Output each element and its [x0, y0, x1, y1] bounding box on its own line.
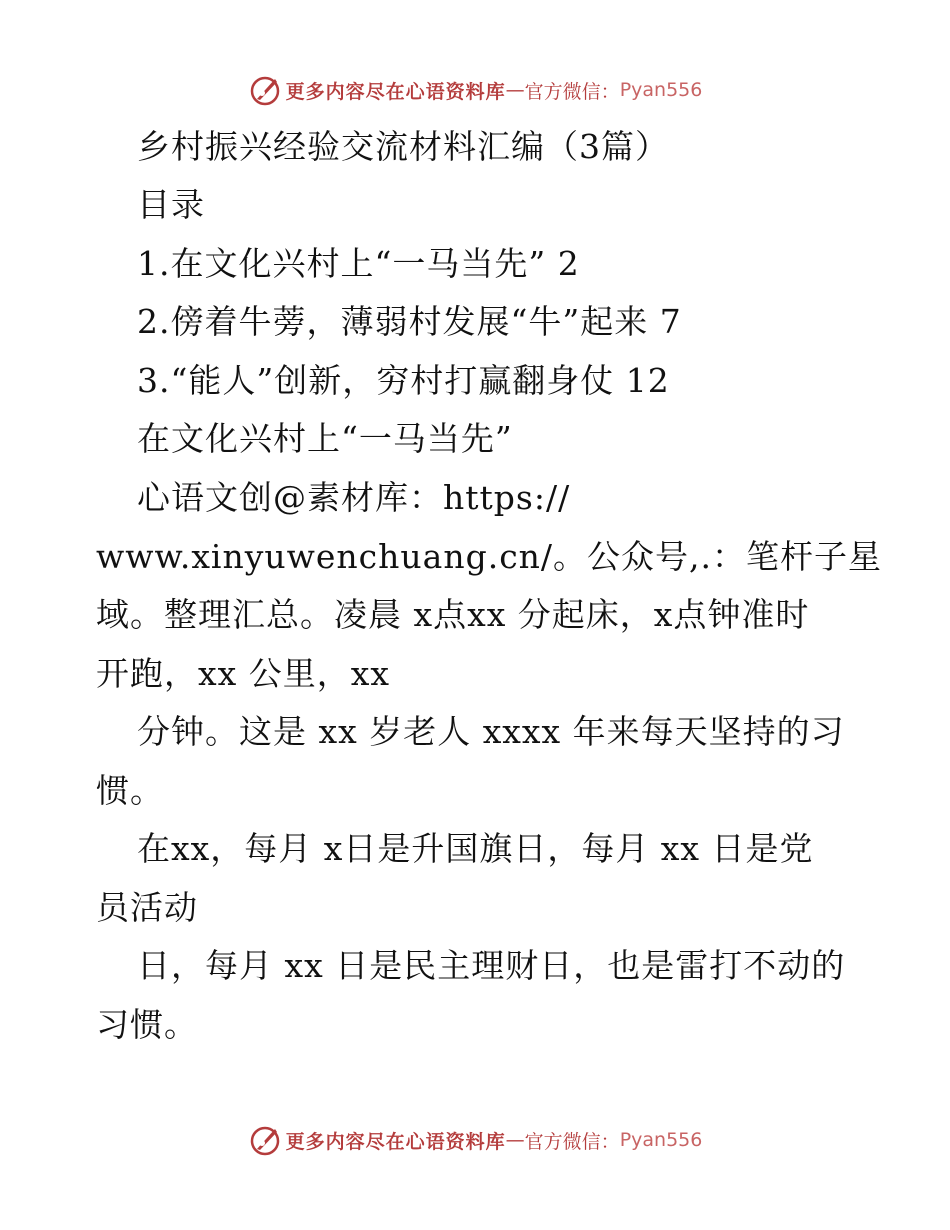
body-line-1: 心语文创@素材库：https:// — [137, 478, 571, 517]
body-line-4: 开跑，xx 公里，xx — [96, 654, 390, 693]
document-title: 乡村振兴经验交流材料汇编（3篇） — [137, 127, 669, 166]
section-title: 在文化兴村上“一马当先” — [137, 419, 513, 458]
body-line-10: 习惯。 — [96, 1005, 198, 1044]
footer-watermark — [0, 1120, 950, 1160]
body-line-5: 分钟。这是 xx 岁老人 xxxx 年来每天坚持的习 — [137, 712, 845, 751]
watermark-wechat-id: Pyan556 — [619, 1129, 703, 1151]
body-line-3: 域。整理汇总。凌晨 x点xx 分起床，x点钟准时 — [96, 595, 810, 634]
body-line-2: www.xinyuwenchuang.cn/。公众号,.：笔杆子星 — [96, 537, 883, 576]
watermark-wechat-label: 官方微信： — [524, 80, 620, 103]
toc-item-1: 1.在文化兴村上“一马当先” 2 — [137, 244, 580, 283]
watermark-wechat-id: Pyan556 — [619, 79, 703, 101]
watermark-brand: 更多内容尽在心语资料库 — [285, 80, 506, 103]
quill-seal-icon — [248, 1123, 282, 1157]
body-line-7: 在xx，每月 x日是升国旗日，每月 xx 日是党 — [137, 829, 814, 868]
watermark-brand: 更多内容尽在心语资料库 — [285, 1130, 506, 1153]
watermark-dash: — — [505, 1129, 525, 1151]
body-line-6: 惯。 — [96, 771, 164, 810]
body-line-9: 日，每月 xx 日是民主理财日，也是雷打不动的 — [137, 946, 846, 985]
body-line-8: 员活动 — [96, 888, 198, 927]
toc-item-2: 2.傍着牛蒡，薄弱村发展“牛”起来 7 — [137, 302, 682, 341]
watermark-wechat-label: 官方微信： — [524, 1130, 620, 1153]
toc-item-3: 3.“能人”创新，穷村打赢翻身仗 12 — [137, 361, 670, 400]
watermark-dash: — — [505, 79, 525, 101]
header-watermark — [0, 70, 950, 110]
toc-heading: 目录 — [137, 185, 205, 224]
quill-seal-icon — [248, 73, 282, 107]
